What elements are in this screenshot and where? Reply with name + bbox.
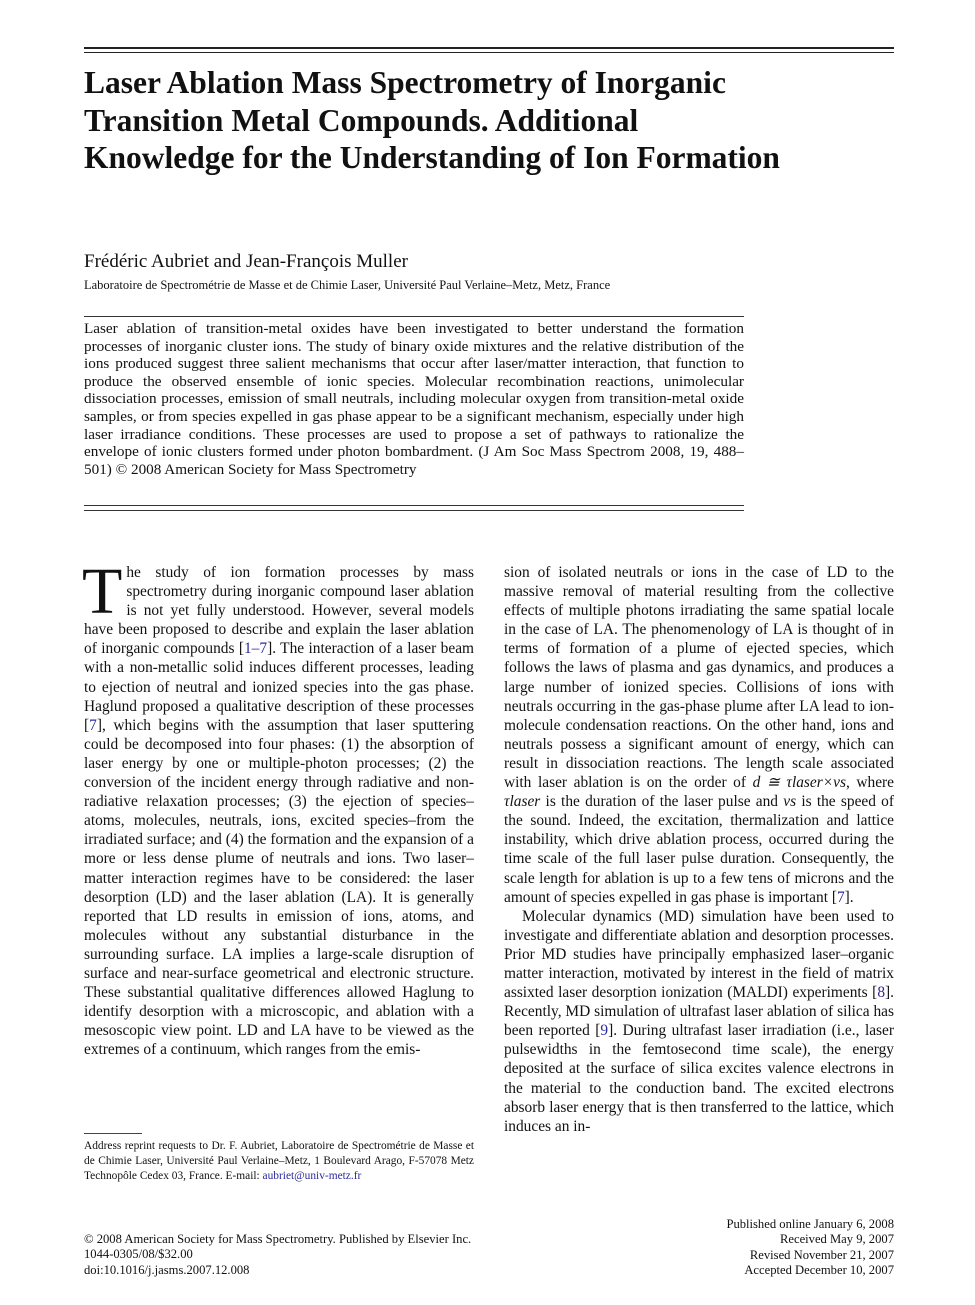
header-rule-thin [84,52,894,53]
citation-link-9[interactable]: 9 [600,1022,609,1040]
copyright-line: © 2008 American Society for Mass Spectrometry. Published by Elsevier Inc. [84,1232,472,1246]
citation-link-7[interactable]: 7 [89,716,97,734]
doi-line: doi:10.1016/j.jasms.2007.12.008 [84,1262,250,1277]
formula-length-scale: d ≅ τlaser×vs [752,774,846,792]
citation-link-1-7[interactable]: 1–7 [243,640,268,658]
article-affiliation: Laboratoire de Spectrométrie de Masse et de Chimie Laser, Université Paul Verlaine–Metz, Metz, France [84,278,611,292]
issn-line: 1044-0305/08/$32.00 [84,1247,193,1262]
footnote [84,1139,474,1184]
text-run: he study of ion formation processes by mass spectrometry during inorganic compound laser ablation is not yet fully understood. However, several models have been proposed to describe and explain the laser ablation of inorganic compounds [ [84,564,474,658]
citation-link-8[interactable]: 8 [877,984,886,1002]
abstract: Laser ablation of transition-metal oxides have been investigated to better understand the formation processes of inorganic cluster ions. The study of binary oxide mixtures and the relative distribution of the ions produced suggest three salient mechanisms that occur after laser/matter interaction, that function to produce the observed ensemble of ionic species. Molecular recombination reactions, unimolecular dissociation processes, emission of small neutrals, including molecular oxygen from transition-metal oxide samples, or from species expelled in gas phase appear to be a significant mechanism, especially under high laser irradiance conditions. These processes are used to propose a set of pathways to rationalize the envelope of ionic clusters formed under photon bombardment. (J Am Soc Mass Spectrom 2008, 19, 488–501) © 2008 American Society for Mass Spectrometry [84,320,744,478]
text-run: is the duration of the laser pulse and [540,793,784,811]
footnote-text: Address reprint requests to Dr. F. Aubriet, Laboratoire de Spectrométrie de Masse et de Chimie Laser, Université Paul Verlaine–Metz, 1 Boulevard Arago, F-57078 Metz Technopôle Cedex 03, France. E-mail: [84,1140,474,1182]
text-run: Molecular dynamics (MD) simulation have been used to investigate and differentiate ablation and desorption processes. Prior MD studies have principally emphasized laser–organic matter interaction, motivated by interest in the field of matrix assixted laser desorption ionization (MALDI) experiments [ [504,907,894,1002]
symbol-vs: vs [783,793,797,811]
body-column-left [82,555,474,1059]
published-online-date: Published online January 6, 2008 [726,1217,894,1231]
text-run: , where [845,774,894,792]
body-column-right [504,563,894,1136]
text-run: ]. [844,888,854,906]
text-run: ]. During ultrafast laser irradiation (i.e., laser pulsewidths in the femtosecond time scale), the energy deposited at the surface of silica excites valence electrons in the material to the conduction band. The excited electrons absorb laser energy that is then transferred to the lattice, which induces an in- [504,1022,894,1135]
abstract-rule-bottom-2 [84,510,744,511]
paragraph-intro [82,555,474,1059]
text-run: ]. The interaction of a laser beam with a non-metallic solid induces different processes, leading to ejection of neutral and ionized species into the gas phase. Haglund proposed a qualitative description of these processes [ [84,640,474,734]
text-run: is the speed of the sound. Indeed, the excitation, thermalization and lattice instability, which drive ablation process, occurred during the time scale of the full laser pulse duration. Consequently, the scale length for ablation is up to a few tens of microns and the amount of species expelled in gas phase is important [ [504,793,894,906]
citation-link-7[interactable]: 7 [836,888,845,906]
paragraph-md-simulation [504,907,894,1136]
text-run: ]. Recently, MD simulation of ultrafast laser ablation of silica has been reported [ [504,984,894,1040]
accepted-date: Accepted December 10, 2007 [744,1262,894,1277]
footnote-rule [84,1133,142,1134]
text-run: sion of isolated neutrals or ions in the case of LD to the massive removal of material resulting from the collective effects of multiple photons irradiating the same spatial locale in the case of LA. The phenomenology of LA is thought of in terms of formation of a plume of ejected species, which follows the laws of plasma and gas dynamics, and produces a large number of ionized species. Collisions of ions with neutrals occurring in the gas-phase plume after LA lead to ion-molecule condensation reactions. On the other hand, ions and neutrals possess a significant amount of energy, which can result in dissociation reactions. The length scale associated with laser ablation is on the order of [504,564,894,792]
email-link[interactable]: aubriet@univ-metz.fr [262,1170,362,1182]
publication-dates [600,1217,894,1278]
header-rule-thick [84,47,894,49]
revised-date: Revised November 21, 2007 [749,1247,894,1262]
received-date: Received May 9, 2007 [779,1232,894,1247]
article-title: Laser Ablation Mass Spectrometry of Inorganic Transition Metal Compounds. Additional Knowledge for the Understanding of Ion Formation [84,65,780,175]
symbol-tau-laser: τlaser [504,793,541,811]
abstract-rule-bottom-1 [84,505,744,506]
article-authors: Frédéric Aubriet and Jean-François Muller [84,251,408,272]
drop-cap: T [82,555,123,628]
text-run: ], which begins with the assumption that laser sputtering could be decomposed into four phases: (1) the absorption of laser energy by one or multiple-photon processes; (2) the conversion of the incident energy through radiative and non-radiative relaxation processes; (3) the ejection of species–atoms, molecules, neutrals, ions, excited species–from the irradiated surface; and (4) the formation and the expansion of a more or less dense plume of neutrals and ions. Two laser–matter interaction regimes have to be considered: the laser desorption (LD) and the laser ablation (LA). It is generally reported that LD results in emission of ions, atoms, and molecules without any substantial disturbance in the surrounding surface. LA implies a large-scale disruption of surface and near-surface geometrical and electronic structure. These substantial qualitative differences allowed Haglung to identify desorption with a microscopic, and ablation with a mesoscopic view point. LD and LA have to be viewed as the extremes of a continuum, which ranges from the emis- [84,716,474,1059]
abstract-rule-top [84,316,744,317]
publication-info [84,1232,471,1278]
paragraph-continued [504,563,894,907]
